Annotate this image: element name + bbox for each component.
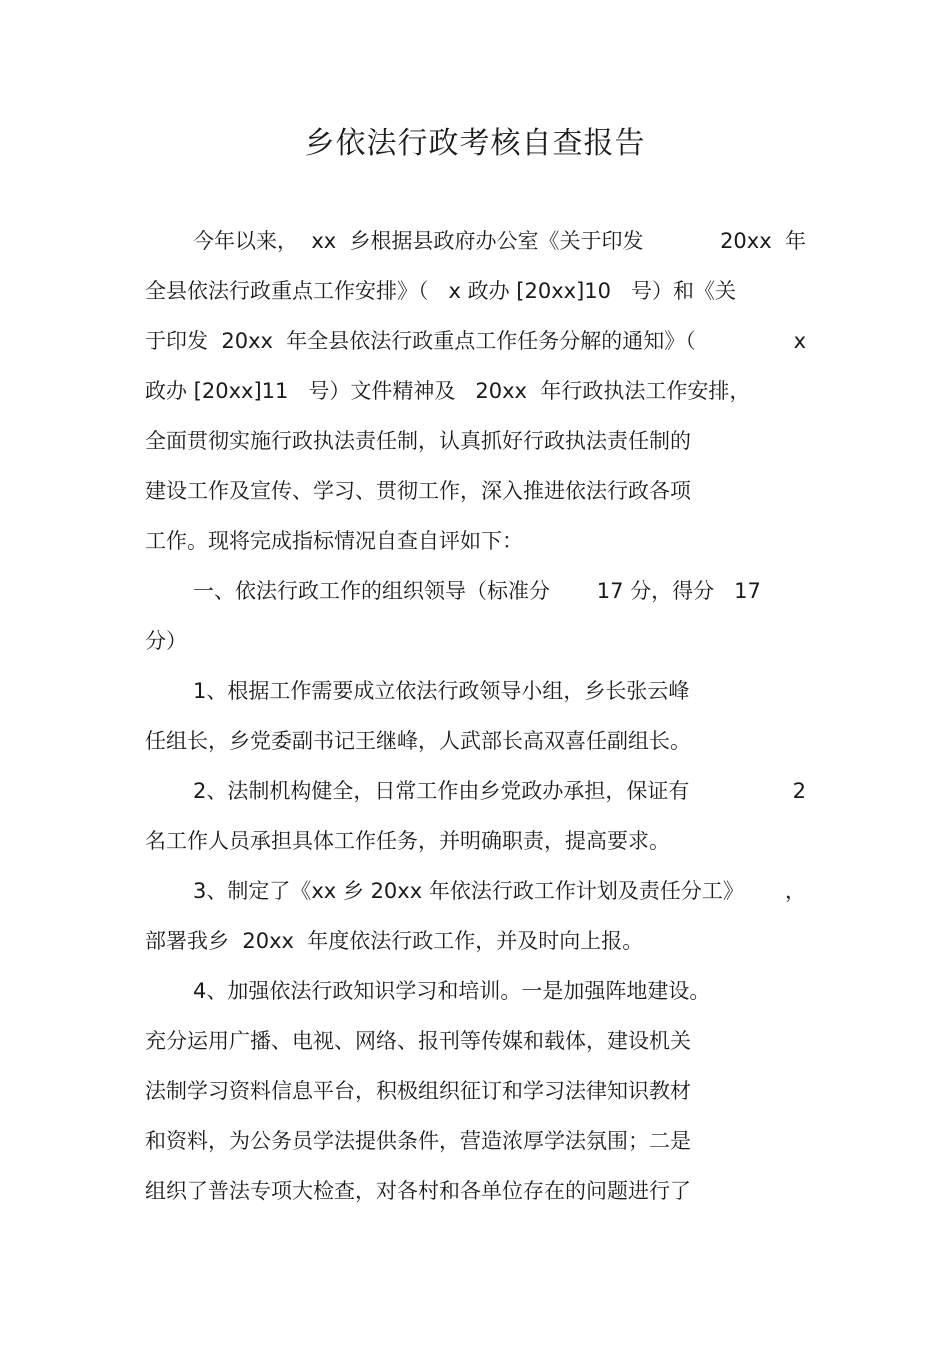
text-line: 1、根据工作需要成立依法行政领导小组，乡长张云峰 xyxy=(193,679,690,703)
text-line: 2 xyxy=(792,779,806,803)
section-heading: 一、依法行政工作的组织领导（标准分 17 分，得分 17 xyxy=(193,579,761,603)
text-line: 全面贯彻实施行政执法责任制，认真抓好行政执法责任制的 xyxy=(145,429,691,453)
text-line: 分） xyxy=(145,629,187,653)
text-line: 法制学习资料信息平台，积极组织征订和学习法律知识教材 xyxy=(145,1079,691,1103)
text-line: 今年以来， xx 乡根据县政府办公室《关于印发 xyxy=(193,229,644,253)
text-line: 任组长，乡党委副书记王继峰，人武部长高双喜任副组长。 xyxy=(145,729,691,753)
text-line: 3、制定了《xx 乡 20xx 年依法行政工作计划及责任分工》 xyxy=(193,879,744,903)
text-line: ， xyxy=(785,879,806,903)
text-line: 部署我乡 20xx 年度依法行政工作，并及时向上报。 xyxy=(145,929,644,953)
text-line: 2、法制机构健全，日常工作由乡党政办承担，保证有 xyxy=(193,779,690,803)
text-line: 建设工作及宣传、学习、贯彻工作，深入推进依法行政各项 xyxy=(145,479,691,503)
text-line: 于印发 20xx 年全县依法行政重点工作任务分解的通知》（ xyxy=(145,329,696,353)
document-title: 乡依法行政考核自查报告 xyxy=(304,126,646,161)
text-line: 名工作人员承担具体工作任务，并明确职责，提高要求。 xyxy=(145,829,670,853)
text-line: 和资料，为公务员学法提供条件，营造浓厚学法氛围；二是 xyxy=(145,1129,691,1153)
text-line: 全县依法行政重点工作安排》（ x 政办 [20xx]10 号）和《关 xyxy=(145,279,737,303)
text-line: 组织了普法专项大检查，对各村和各单位存在的问题进行了 xyxy=(145,1179,691,1203)
text-line: 政办 [20xx]11 号）文件精神及 20xx 年行政执法工作安排， xyxy=(145,379,751,403)
text-line: 工作。现将完成指标情况自查自评如下： xyxy=(145,529,523,553)
text-line: x xyxy=(793,329,806,353)
text-line: 20xx 年 xyxy=(720,229,806,253)
text-line: 4、加强依法行政知识学习和培训。一是加强阵地建设。 xyxy=(193,979,711,1003)
text-line: 充分运用广播、电视、网络、报刊等传媒和载体，建设机关 xyxy=(145,1029,691,1053)
